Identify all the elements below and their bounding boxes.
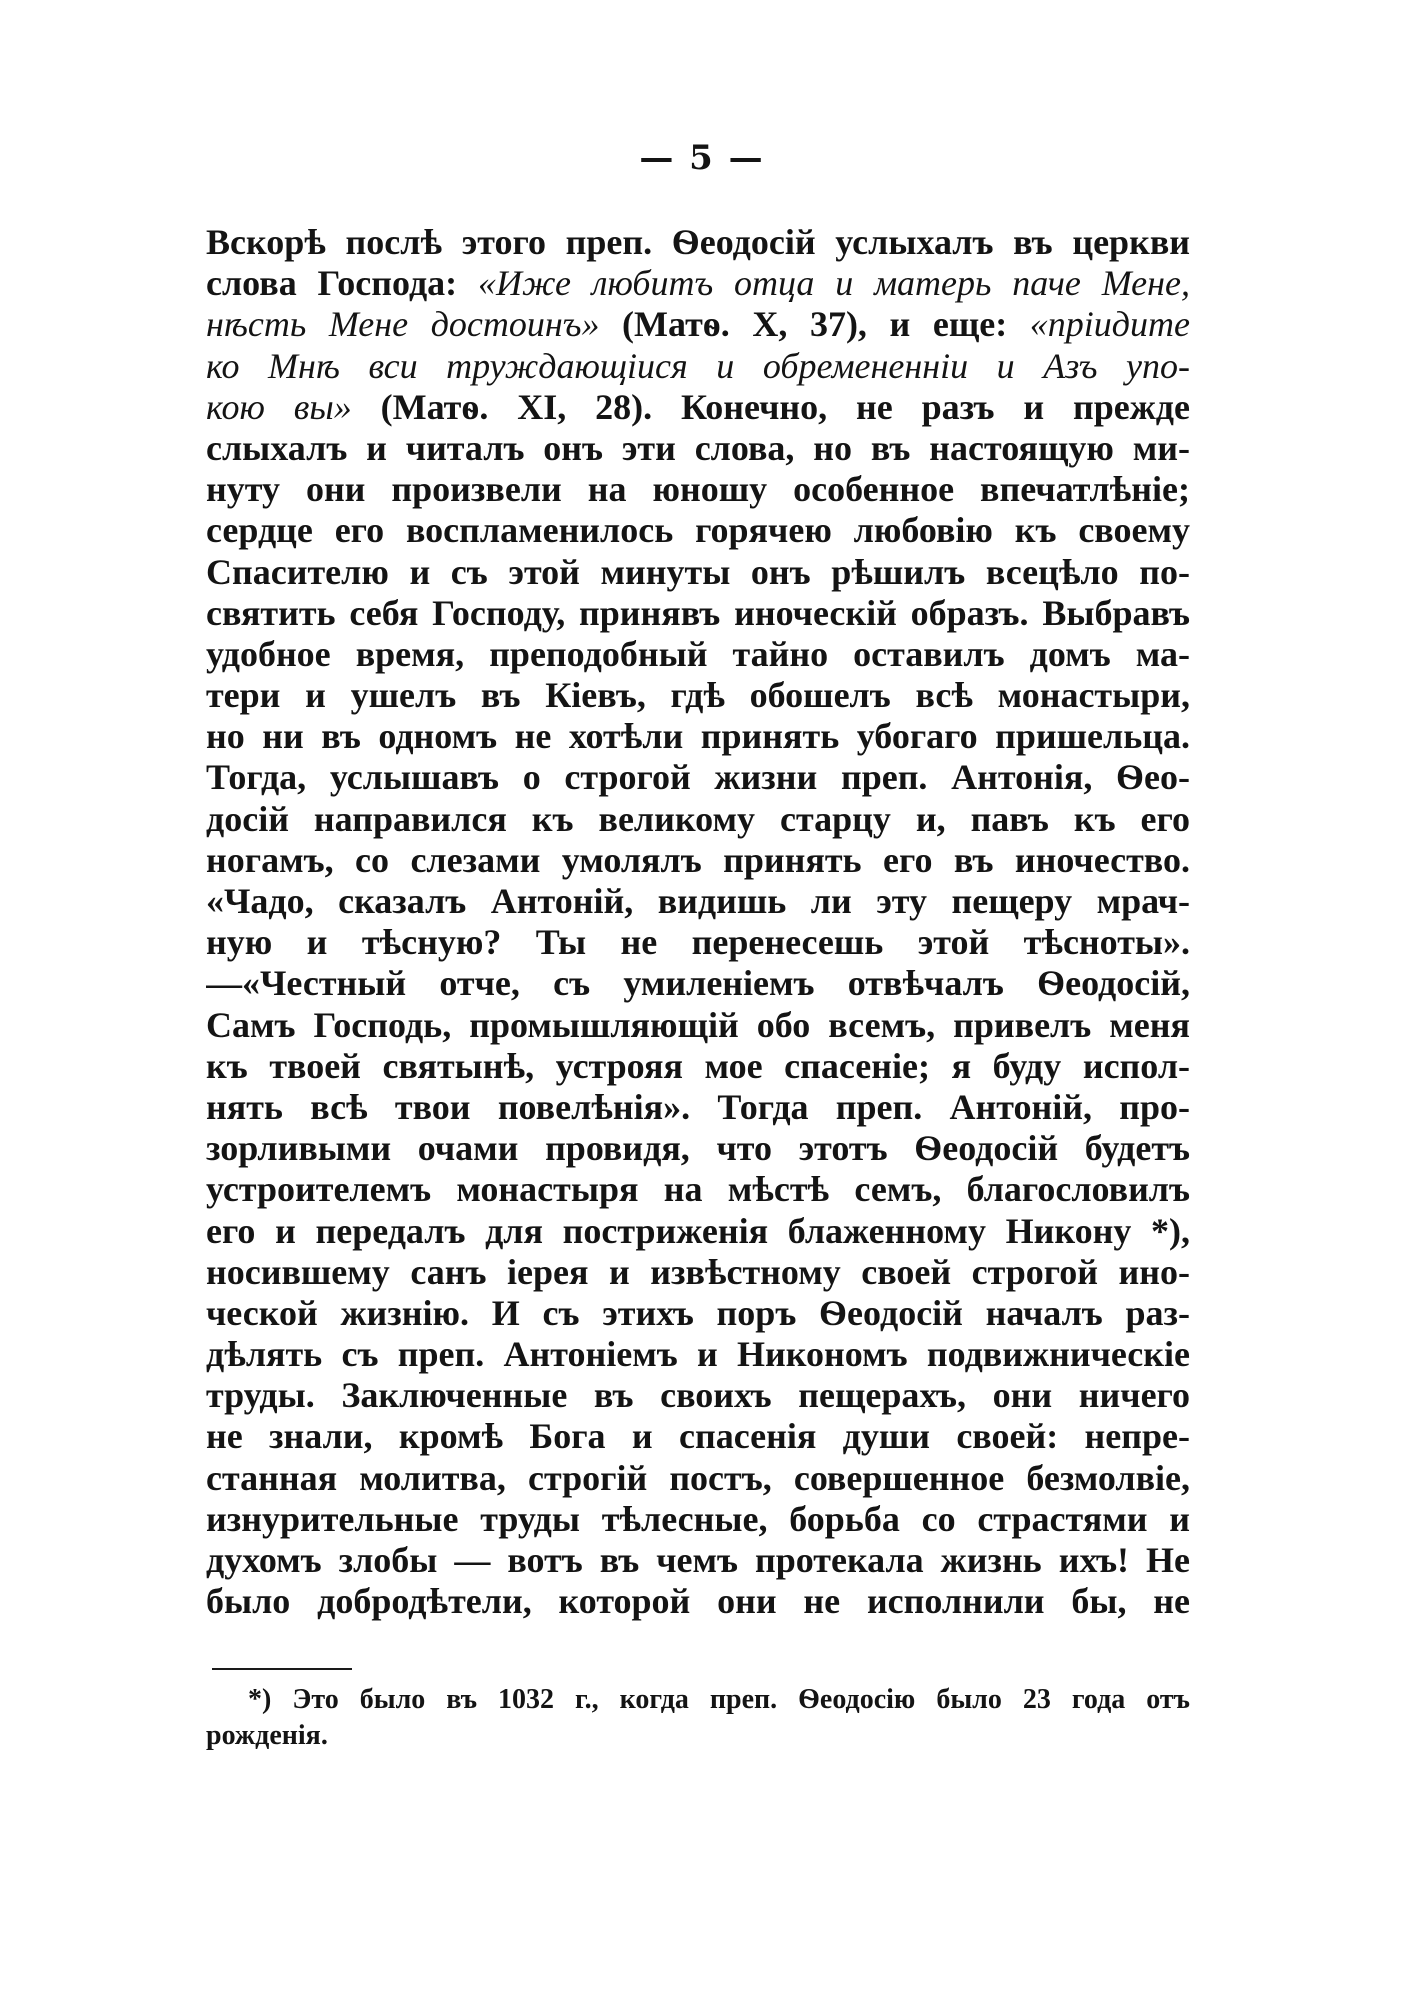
- text-line: [206, 1211, 1190, 1252]
- text-line: [206, 593, 1190, 634]
- text-run: «Чадо, сказалъ Антоній, видишь ли эту пещеру мрач-: [206, 881, 1190, 921]
- text-line: [206, 922, 1190, 963]
- text-run: Спасителю и съ этой минуты онъ рѣшилъ всецѣло по-: [206, 551, 1190, 592]
- body-text: [206, 222, 1190, 1622]
- text-run: слова Господа:: [206, 263, 478, 304]
- text-run: ческой жизнію. И съ этихъ поръ Ѳеодосій началъ раз-: [206, 1292, 1190, 1333]
- text-line: [206, 304, 1190, 345]
- text-run: къ твоей святынѣ, устрояя мое спасеніе; я буду испол-: [206, 1045, 1190, 1086]
- text-line: [206, 510, 1190, 551]
- text-run: тери и ушелъ въ Кіевъ, гдѣ обошелъ всѣ монастыри,: [206, 675, 1190, 716]
- text-run: удобное время, преподобный тайно оставилъ домъ ма-: [206, 633, 1190, 674]
- text-line: [206, 1046, 1190, 1087]
- text-run: станная молитва, строгій постъ, совершенное безмолвіе,: [206, 1457, 1190, 1498]
- text-run: —«Честный отче, съ умиленіемъ отвѣчалъ Ѳеодосій,: [206, 963, 1190, 1004]
- text-run: сердце его воспламенилось горячею любовію къ своему: [206, 510, 1190, 551]
- text-run: носившему санъ іерея и извѣстному своей строгой ино-: [206, 1251, 1190, 1292]
- text-run: нять всѣ твои повелѣнія». Тогда преп. Антоній, про-: [206, 1086, 1190, 1127]
- text-line: [206, 840, 1190, 881]
- text-run: слыхалъ и читалъ онъ эти слова, но въ настоящую ми-: [206, 427, 1190, 468]
- text-line: [206, 552, 1190, 593]
- italic-quote: «Иже любитъ отца и матерь паче Мене,: [477, 263, 1190, 304]
- text-run: дѣлять съ преп. Антоніемъ и Никономъ подвижническіе: [206, 1334, 1190, 1375]
- text-line: [206, 1540, 1190, 1581]
- text-line: [206, 428, 1190, 469]
- text-line: [206, 346, 1190, 387]
- text-line: [206, 1293, 1190, 1334]
- text-run: было добродѣтели, которой они не исполнили бы, не: [206, 1581, 1190, 1622]
- text-line: [206, 1087, 1190, 1128]
- text-run: ногамъ, со слезами умолялъ принять его въ иночество.: [206, 839, 1190, 880]
- text-line: [206, 222, 1190, 263]
- text-line: [206, 799, 1190, 840]
- text-line: [206, 1499, 1190, 1540]
- text-run: труды. Заключенные въ своихъ пещерахъ, они ничего: [206, 1375, 1190, 1416]
- text-run: но ни въ одномъ не хотѣли принять убогаго пришельца.: [206, 716, 1190, 757]
- italic-quote: ко Мнѣ вси труждающіися и обремененніи и Азъ упо-: [206, 345, 1190, 386]
- italic-quote: кою вы»: [206, 386, 352, 427]
- italic-quote: «пріидите: [1029, 304, 1190, 345]
- text-run: не знали, кромѣ Бога и спасенія души своей: непре-: [206, 1416, 1190, 1457]
- text-line: [206, 1581, 1190, 1622]
- footnote-divider: [212, 1668, 352, 1670]
- footnote-line: *) Это было въ 1032 г., когда преп. Ѳеодосію было 23 года отъ: [248, 1684, 1190, 1715]
- text-run: досій направился къ великому старцу и, павъ къ его: [206, 798, 1190, 839]
- text-line: [206, 675, 1190, 716]
- text-run: зорливыми очами провидя, что этотъ Ѳеодосій будетъ: [206, 1128, 1190, 1169]
- text-line: [206, 1169, 1190, 1210]
- text-run: устроителемъ монастыря на мѣстѣ семъ, благословилъ: [206, 1169, 1190, 1210]
- text-run: Тогда, услышавъ о строгой жизни преп. Антонія, Ѳео-: [206, 757, 1190, 798]
- text-run: (Матѳ. X, 37), и еще:: [599, 304, 1030, 345]
- text-line: [206, 387, 1190, 428]
- text-line: [206, 1416, 1190, 1457]
- text-line: [206, 1458, 1190, 1499]
- text-line: [206, 634, 1190, 675]
- text-line: [206, 1334, 1190, 1375]
- text-line: [206, 1128, 1190, 1169]
- page-number: — 5 —: [639, 138, 765, 178]
- text-run: нуту они произвели на юношу особенное впечатлѣніе;: [206, 469, 1190, 510]
- text-line: [206, 757, 1190, 798]
- footnote: [206, 1682, 1190, 1754]
- text-run: его и передалъ для постриженія блаженному Никону *),: [206, 1210, 1190, 1251]
- footnote-line: рожденія.: [206, 1720, 328, 1751]
- text-line: [206, 963, 1190, 1004]
- text-line: [206, 716, 1190, 757]
- text-run: (Матѳ. XI, 28). Конечно, не разъ и прежде: [351, 386, 1190, 427]
- text-run: Самъ Господь, промышляющій обо всемъ, привелъ меня: [206, 1004, 1190, 1045]
- text-run: святить себя Господу, принявъ иноческій образъ. Выбравъ: [206, 592, 1190, 633]
- text-line: [206, 1005, 1190, 1046]
- text-line: [206, 263, 1190, 304]
- italic-quote: нѣсть Мене достоинъ»: [206, 304, 600, 345]
- text-line: [206, 881, 1190, 922]
- text-run: ную и тѣсную? Ты не перенесешь этой тѣсноты».: [206, 922, 1190, 963]
- text-run: духомъ злобы — вотъ въ чемъ протекала жизнь ихъ! Не: [206, 1540, 1190, 1580]
- text-line: [206, 1375, 1190, 1416]
- text-run: изнурительные труды тѣлесные, борьба со страстями и: [206, 1498, 1190, 1539]
- text-line: [206, 1252, 1190, 1293]
- text-run: Вскорѣ послѣ этого преп. Ѳеодосій услыхалъ въ церкви: [206, 222, 1190, 262]
- text-line: [206, 469, 1190, 510]
